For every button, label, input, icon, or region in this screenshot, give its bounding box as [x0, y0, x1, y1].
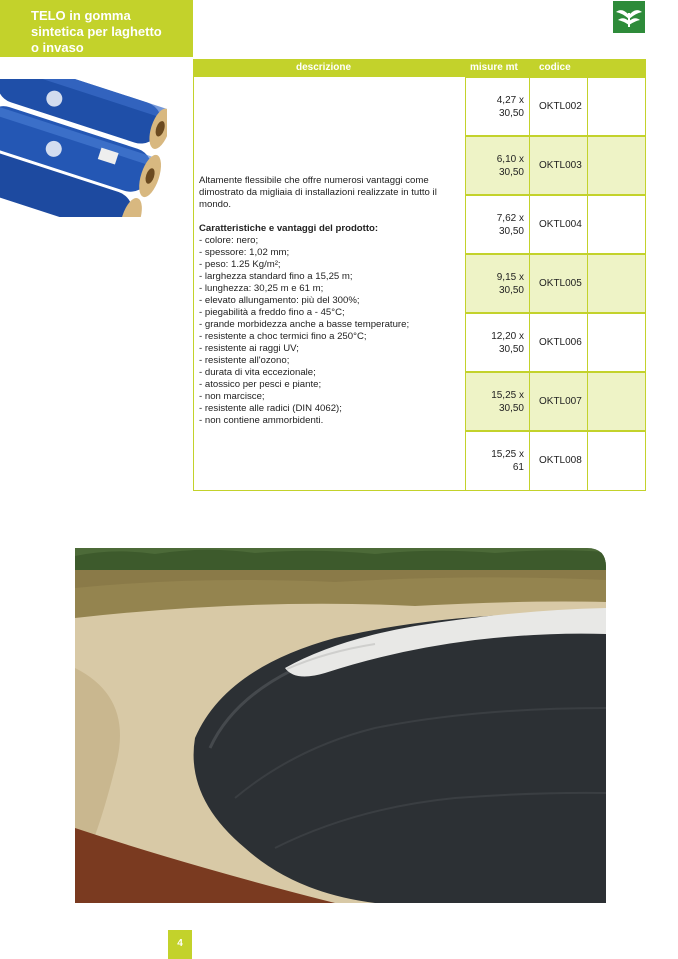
- measure-length: 30,50: [498, 344, 524, 355]
- table-row: [465, 254, 646, 313]
- product-code: OKTL007: [539, 396, 582, 407]
- feature-item: - resistente all'ozono;: [199, 355, 290, 366]
- title-line: sintetica per laghetto: [31, 24, 162, 39]
- feature-item: - larghezza standard fino a 15,25 m;: [199, 271, 353, 282]
- measure-width: 7,62 x: [496, 213, 524, 224]
- feature-item: - elevato allungamento: più del 300%;: [199, 295, 360, 306]
- measure-length: 30,50: [498, 285, 524, 296]
- measure-width: 15,25 x: [491, 390, 524, 401]
- code-cell: [530, 196, 588, 253]
- feature-item: - spessore: 1,02 mm;: [199, 247, 290, 258]
- title-box: [0, 0, 193, 57]
- product-code: OKTL005: [539, 278, 582, 289]
- feature-item: - non contiene ammorbidenti.: [199, 415, 324, 426]
- table-row: [465, 136, 646, 195]
- measure-width: 9,15 x: [496, 272, 524, 283]
- table-row: [465, 77, 646, 136]
- code-cell: [530, 78, 588, 135]
- feature-item: - resistente ai raggi UV;: [199, 343, 299, 354]
- description-text: [199, 175, 461, 427]
- measure-cell: [466, 255, 530, 312]
- header-code: codice: [539, 62, 571, 73]
- title-line: TELO in gomma: [31, 8, 131, 23]
- feature-item: - resistente alle radici (DIN 4062);: [199, 403, 342, 414]
- code-cell: [530, 314, 588, 371]
- header-description: descrizione: [296, 62, 352, 73]
- feature-item: - resistente a choc termici fino a 250°C;: [199, 331, 367, 342]
- product-rolls-photo: [0, 79, 167, 217]
- measure-length: 30,50: [498, 226, 524, 237]
- measure-width: 4,27 x: [496, 95, 524, 106]
- page-number: 4: [168, 930, 192, 959]
- feature-item: - durata di vita eccezionale;: [199, 367, 316, 378]
- product-code: OKTL003: [539, 160, 582, 171]
- measure-width: 12,20 x: [491, 331, 524, 342]
- measure-length: 30,50: [498, 403, 524, 414]
- product-code: OKTL008: [539, 455, 582, 466]
- measure-cell: [466, 78, 530, 135]
- leaf-logo-icon: [613, 1, 645, 33]
- code-cell: [530, 432, 588, 490]
- measure-length: 30,50: [498, 108, 524, 119]
- pond-installation-photo: [75, 548, 606, 903]
- table-row: [465, 372, 646, 431]
- table-rows: [465, 77, 646, 491]
- table-row: [465, 313, 646, 372]
- measure-cell: [466, 314, 530, 371]
- measure-cell: [466, 373, 530, 430]
- table-header: [193, 59, 646, 77]
- feature-item: - colore: nero;: [199, 235, 259, 246]
- feature-item: - peso: 1.25 Kg/m²;: [199, 259, 281, 270]
- feature-item: - lunghezza: 30,25 m e 61 m;: [199, 283, 324, 294]
- measure-length: 30,50: [498, 167, 524, 178]
- header-measures: misure mt: [470, 62, 518, 73]
- product-code: OKTL004: [539, 219, 582, 230]
- measure-cell: [466, 196, 530, 253]
- measure-width: 6,10 x: [496, 154, 524, 165]
- title-line: o invaso: [31, 40, 84, 55]
- measure-cell: [466, 137, 530, 194]
- measure-width: 15,25 x: [491, 449, 524, 460]
- feature-item: - non marcisce;: [199, 391, 265, 402]
- feature-item: - grande morbidezza anche a basse temperature;: [199, 319, 410, 330]
- code-cell: [530, 137, 588, 194]
- description-cell: [193, 77, 465, 491]
- measure-cell: [466, 432, 530, 490]
- feature-item: - piegabilità a freddo fino a - 45°C;: [199, 307, 345, 318]
- product-code: OKTL002: [539, 101, 582, 112]
- product-table: [193, 57, 646, 491]
- measure-length: 61: [512, 462, 524, 473]
- table-row: [465, 195, 646, 254]
- product-code: OKTL006: [539, 337, 582, 348]
- code-cell: [530, 373, 588, 430]
- code-cell: [530, 255, 588, 312]
- table-row: [465, 431, 646, 491]
- feature-item: - atossico per pesci e piante;: [199, 379, 322, 390]
- features-title: Caratteristiche e vantaggi del prodotto:: [199, 223, 379, 234]
- description-intro: Altamente flessibile che offre numerosi vantaggi come dimostrato da migliaia di installazioni realizzate in tutto il mondo.: [199, 175, 437, 210]
